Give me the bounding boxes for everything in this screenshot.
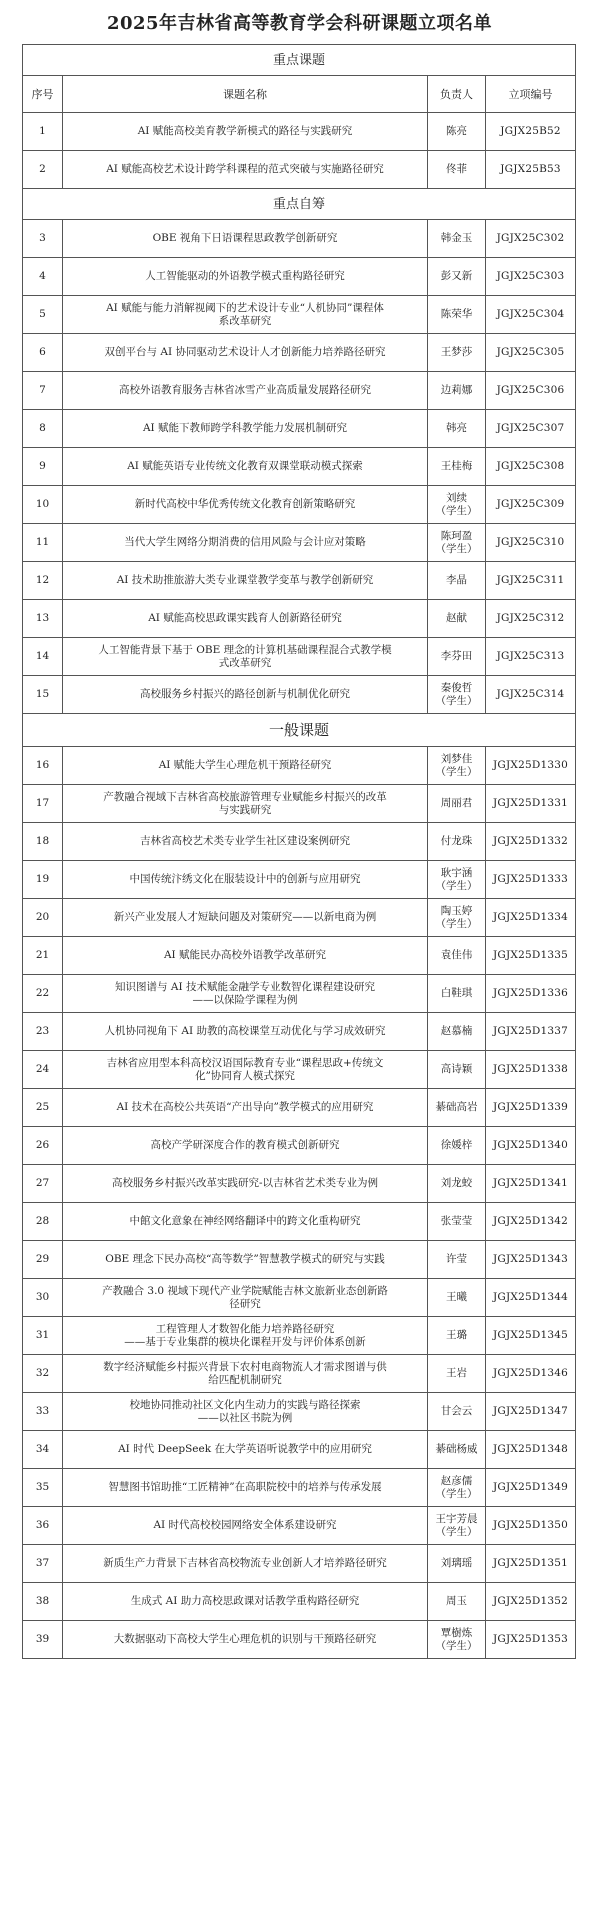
row-owner: 王宇芳晨 （学生）: [428, 1507, 486, 1545]
table-row: [23, 1545, 576, 1583]
row-index: 37: [23, 1545, 63, 1583]
row-code: JGJX25D1337: [486, 1013, 576, 1051]
row-topic: AI 赋能大学生心理危机干预路径研究: [63, 747, 428, 785]
row-code: JGJX25C310: [486, 524, 576, 562]
row-code: JGJX25C307: [486, 410, 576, 448]
row-code: JGJX25D1331: [486, 785, 576, 823]
row-code: JGJX25C314: [486, 676, 576, 714]
header-owner: 负责人: [428, 76, 486, 113]
row-code: JGJX25D1353: [486, 1621, 576, 1659]
table-row: [23, 1583, 576, 1621]
row-index: 19: [23, 861, 63, 899]
row-owner: 张莹莹: [428, 1203, 486, 1241]
row-index: 23: [23, 1013, 63, 1051]
table-row: [23, 524, 576, 562]
row-topic: AI 赋能高校艺术设计跨学科课程的范式突破与实施路径研究: [63, 151, 428, 189]
table-row: [23, 600, 576, 638]
row-topic: 高校产学研深度合作的教育模式创新研究: [63, 1127, 428, 1165]
table-row: [23, 1355, 576, 1393]
header-index: 序号: [23, 76, 63, 113]
row-topic: 双创平台与 AI 协同驱动艺术设计人才创新能力培养路径研究: [63, 334, 428, 372]
table-row: [23, 448, 576, 486]
row-topic: 产教融合视域下吉林省高校旅游管理专业赋能乡村振兴的改革 与实践研究: [63, 785, 428, 823]
row-topic: 校地协同推动社区文化内生动力的实践与路径探索 ——以社区书院为例: [63, 1393, 428, 1431]
row-index: 17: [23, 785, 63, 823]
row-owner: 王璐: [428, 1317, 486, 1355]
row-topic: AI 赋能英语专业传统文化教育双课堂联动模式探索: [63, 448, 428, 486]
table-row: [23, 258, 576, 296]
row-code: JGJX25D1347: [486, 1393, 576, 1431]
row-topic: AI 技术助推旅游大类专业课堂教学变革与教学创新研究: [63, 562, 428, 600]
row-index: 5: [23, 296, 63, 334]
row-owner: 王岩: [428, 1355, 486, 1393]
row-index: 36: [23, 1507, 63, 1545]
table-row: [23, 1469, 576, 1507]
row-owner: 李晶: [428, 562, 486, 600]
row-owner: 刘梦佳 （学生）: [428, 747, 486, 785]
row-index: 28: [23, 1203, 63, 1241]
row-index: 10: [23, 486, 63, 524]
row-owner: 徐媛梓: [428, 1127, 486, 1165]
row-owner: 陈珂盈 （学生）: [428, 524, 486, 562]
row-index: 20: [23, 899, 63, 937]
table-row: [23, 1089, 576, 1127]
table-row: [23, 1165, 576, 1203]
row-index: 1: [23, 113, 63, 151]
row-index: 9: [23, 448, 63, 486]
row-owner: 韩亮: [428, 410, 486, 448]
row-topic: 人工智能驱动的外语教学模式重构路径研究: [63, 258, 428, 296]
row-owner: 綦础高岩: [428, 1089, 486, 1127]
row-topic: 产教融合 3.0 视域下现代产业学院赋能吉林文旅新业态创新路 径研究: [63, 1279, 428, 1317]
row-owner: 綦础杨威: [428, 1431, 486, 1469]
table-row: [23, 334, 576, 372]
section-row: [23, 714, 576, 747]
row-owner: 边莉娜: [428, 372, 486, 410]
row-index: 39: [23, 1621, 63, 1659]
row-owner: 佟菲: [428, 151, 486, 189]
row-code: JGJX25C303: [486, 258, 576, 296]
table-row: [23, 220, 576, 258]
row-owner: 周丽君: [428, 785, 486, 823]
section-title: 重点课题: [23, 45, 576, 76]
table-row: [23, 1621, 576, 1659]
row-code: JGJX25C305: [486, 334, 576, 372]
row-topic: 数字经济赋能乡村振兴背景下农村电商物流人才需求图谱与供 给匹配机制研究: [63, 1355, 428, 1393]
row-index: 13: [23, 600, 63, 638]
row-code: JGJX25C304: [486, 296, 576, 334]
table-header-row: [23, 76, 576, 113]
row-owner: 耿宇涵 （学生）: [428, 861, 486, 899]
project-table: [22, 44, 576, 1659]
row-index: 14: [23, 638, 63, 676]
row-code: JGJX25B53: [486, 151, 576, 189]
row-code: JGJX25D1344: [486, 1279, 576, 1317]
row-index: 8: [23, 410, 63, 448]
row-owner: 李芬田: [428, 638, 486, 676]
row-topic: AI 技术在高校公共英语“产出导向”教学模式的应用研究: [63, 1089, 428, 1127]
row-topic: 工程管理人才数智化能力培养路径研究 ——基于专业集群的模块化课程开发与评价体系创新: [63, 1317, 428, 1355]
row-index: 38: [23, 1583, 63, 1621]
row-index: 33: [23, 1393, 63, 1431]
row-owner: 陈荣华: [428, 296, 486, 334]
row-topic: AI 赋能民办高校外语教学改革研究: [63, 937, 428, 975]
table-row: [23, 785, 576, 823]
row-index: 7: [23, 372, 63, 410]
row-index: 22: [23, 975, 63, 1013]
row-owner: 袁佳伟: [428, 937, 486, 975]
row-code: JGJX25D1338: [486, 1051, 576, 1089]
section-title: 一般课题: [23, 714, 576, 747]
row-code: JGJX25D1349: [486, 1469, 576, 1507]
row-owner: 许莹: [428, 1241, 486, 1279]
row-topic: OBE 理念下民办高校“高等数学”智慧教学模式的研究与实践: [63, 1241, 428, 1279]
row-topic: 中国传统汴绣文化在服装设计中的创新与应用研究: [63, 861, 428, 899]
row-topic: AI 时代高校校园网络安全体系建设研究: [63, 1507, 428, 1545]
header-code: 立项编号: [486, 76, 576, 113]
row-topic: AI 时代 DeepSeek 在大学英语听说教学中的应用研究: [63, 1431, 428, 1469]
row-index: 2: [23, 151, 63, 189]
row-owner: 彭又新: [428, 258, 486, 296]
row-topic: 高校服务乡村振兴改革实践研究-以吉林省艺术类专业为例: [63, 1165, 428, 1203]
table-row: [23, 638, 576, 676]
row-index: 21: [23, 937, 63, 975]
row-code: JGJX25D1343: [486, 1241, 576, 1279]
table-row: [23, 1013, 576, 1051]
table-row: [23, 975, 576, 1013]
project-table-body: [23, 45, 576, 1659]
row-owner: 付龙珠: [428, 823, 486, 861]
table-row: [23, 410, 576, 448]
table-row: [23, 676, 576, 714]
row-topic: AI 赋能高校美育教学新模式的路径与实践研究: [63, 113, 428, 151]
row-topic: 知识图谱与 AI 技术赋能金融学专业数智化课程建设研究 ——以保险学课程为例: [63, 975, 428, 1013]
row-index: 25: [23, 1089, 63, 1127]
table-row: [23, 113, 576, 151]
row-code: JGJX25C306: [486, 372, 576, 410]
row-topic: OBE 视角下日语课程思政教学创新研究: [63, 220, 428, 258]
table-row: [23, 899, 576, 937]
row-index: 16: [23, 747, 63, 785]
table-row: [23, 937, 576, 975]
row-topic: 人工智能背景下基于 OBE 理念的计算机基础课程混合式教学模 式改革研究: [63, 638, 428, 676]
row-topic: 新质生产力背景下吉林省高校物流专业创新人才培养路径研究: [63, 1545, 428, 1583]
row-code: JGJX25D1348: [486, 1431, 576, 1469]
row-code: JGJX25D1346: [486, 1355, 576, 1393]
table-row: [23, 747, 576, 785]
row-code: JGJX25D1335: [486, 937, 576, 975]
section-row: [23, 189, 576, 220]
row-owner: 周玉: [428, 1583, 486, 1621]
row-topic: 吉林省高校艺术类专业学生社区建设案例研究: [63, 823, 428, 861]
row-topic: 新时代高校中华优秀传统文化教育创新策略研究: [63, 486, 428, 524]
table-row: [23, 1203, 576, 1241]
row-owner: 覃樹炼 （学生）: [428, 1621, 486, 1659]
row-index: 12: [23, 562, 63, 600]
row-owner: 白鞋琪: [428, 975, 486, 1013]
row-code: JGJX25D1340: [486, 1127, 576, 1165]
row-code: JGJX25C309: [486, 486, 576, 524]
row-owner: 王曦: [428, 1279, 486, 1317]
row-topic: 高校外语教育服务吉林省冰雪产业高质量发展路径研究: [63, 372, 428, 410]
row-topic: AI 赋能高校思政课实践育人创新路径研究: [63, 600, 428, 638]
table-row: [23, 1393, 576, 1431]
row-code: JGJX25C302: [486, 220, 576, 258]
row-index: 6: [23, 334, 63, 372]
row-owner: 韩金玉: [428, 220, 486, 258]
row-index: 15: [23, 676, 63, 714]
row-index: 29: [23, 1241, 63, 1279]
row-owner: 王梦莎: [428, 334, 486, 372]
row-code: JGJX25D1342: [486, 1203, 576, 1241]
row-index: 31: [23, 1317, 63, 1355]
row-code: JGJX25D1345: [486, 1317, 576, 1355]
section-row: [23, 45, 576, 76]
row-topic: AI 赋能与能力消解视阈下的艺术设计专业“人机协同”课程体 系改革研究: [63, 296, 428, 334]
row-code: JGJX25D1336: [486, 975, 576, 1013]
table-row: [23, 151, 576, 189]
row-code: JGJX25D1352: [486, 1583, 576, 1621]
row-owner: 陈亮: [428, 113, 486, 151]
row-owner: 高诗颖: [428, 1051, 486, 1089]
table-row: [23, 823, 576, 861]
table-row: [23, 861, 576, 899]
row-code: JGJX25C312: [486, 600, 576, 638]
table-row: [23, 1431, 576, 1469]
row-code: JGJX25D1341: [486, 1165, 576, 1203]
row-owner: 秦俊哲 （学生）: [428, 676, 486, 714]
row-owner: 陶玉婷 （学生）: [428, 899, 486, 937]
row-topic: 人机协同视角下 AI 助教的高校课堂互动优化与学习成效研究: [63, 1013, 428, 1051]
row-topic: 中館文化意象在神经网络翻译中的跨文化重构研究: [63, 1203, 428, 1241]
row-code: JGJX25C313: [486, 638, 576, 676]
row-owner: 刘续 （学生）: [428, 486, 486, 524]
section-title: 重点自筹: [23, 189, 576, 220]
row-code: JGJX25D1351: [486, 1545, 576, 1583]
row-index: 24: [23, 1051, 63, 1089]
row-owner: 赵献: [428, 600, 486, 638]
row-index: 27: [23, 1165, 63, 1203]
row-topic: 新兴产业发展人才短缺问题及对策研究——以新电商为例: [63, 899, 428, 937]
row-code: JGJX25D1334: [486, 899, 576, 937]
row-owner: 刘璃瑶: [428, 1545, 486, 1583]
row-index: 35: [23, 1469, 63, 1507]
row-index: 34: [23, 1431, 63, 1469]
table-row: [23, 1279, 576, 1317]
row-topic: 大数据驱动下高校大学生心理危机的识别与干预路径研究: [63, 1621, 428, 1659]
row-code: JGJX25B52: [486, 113, 576, 151]
row-topic: AI 赋能下教师跨学科教学能力发展机制研究: [63, 410, 428, 448]
table-row: [23, 1507, 576, 1545]
row-index: 4: [23, 258, 63, 296]
row-code: JGJX25D1339: [486, 1089, 576, 1127]
row-index: 18: [23, 823, 63, 861]
row-code: JGJX25D1350: [486, 1507, 576, 1545]
table-row: [23, 562, 576, 600]
row-index: 30: [23, 1279, 63, 1317]
row-topic: 当代大学生网络分期消费的信用风险与会计应对策略: [63, 524, 428, 562]
row-owner: 甘会云: [428, 1393, 486, 1431]
row-owner: 赵彦儒 （学生）: [428, 1469, 486, 1507]
table-row: [23, 1051, 576, 1089]
table-row: [23, 1241, 576, 1279]
table-row: [23, 486, 576, 524]
row-code: JGJX25D1330: [486, 747, 576, 785]
row-owner: 王桂梅: [428, 448, 486, 486]
table-row: [23, 296, 576, 334]
row-code: JGJX25D1333: [486, 861, 576, 899]
row-index: 32: [23, 1355, 63, 1393]
row-topic: 吉林省应用型本科高校汉语国际教育专业“课程思政+传统文 化”协同育人模式探究: [63, 1051, 428, 1089]
row-index: 3: [23, 220, 63, 258]
row-topic: 智慧图书馆助推“工匠精神”在高职院校中的培养与传承发展: [63, 1469, 428, 1507]
table-row: [23, 372, 576, 410]
row-index: 26: [23, 1127, 63, 1165]
row-owner: 刘龙蛟: [428, 1165, 486, 1203]
table-row: [23, 1127, 576, 1165]
document-title: 2025年吉林省高等教育学会科研课题立项名单: [106, 13, 493, 34]
row-code: JGJX25C311: [486, 562, 576, 600]
row-code: JGJX25C308: [486, 448, 576, 486]
row-topic: 生成式 AI 助力高校思政课对话教学重构路径研究: [63, 1583, 428, 1621]
row-owner: 赵慕楠: [428, 1013, 486, 1051]
row-code: JGJX25D1332: [486, 823, 576, 861]
table-row: [23, 1317, 576, 1355]
header-topic: 课题名称: [63, 76, 428, 113]
row-index: 11: [23, 524, 63, 562]
row-topic: 高校服务乡村振兴的路径创新与机制优化研究: [63, 676, 428, 714]
